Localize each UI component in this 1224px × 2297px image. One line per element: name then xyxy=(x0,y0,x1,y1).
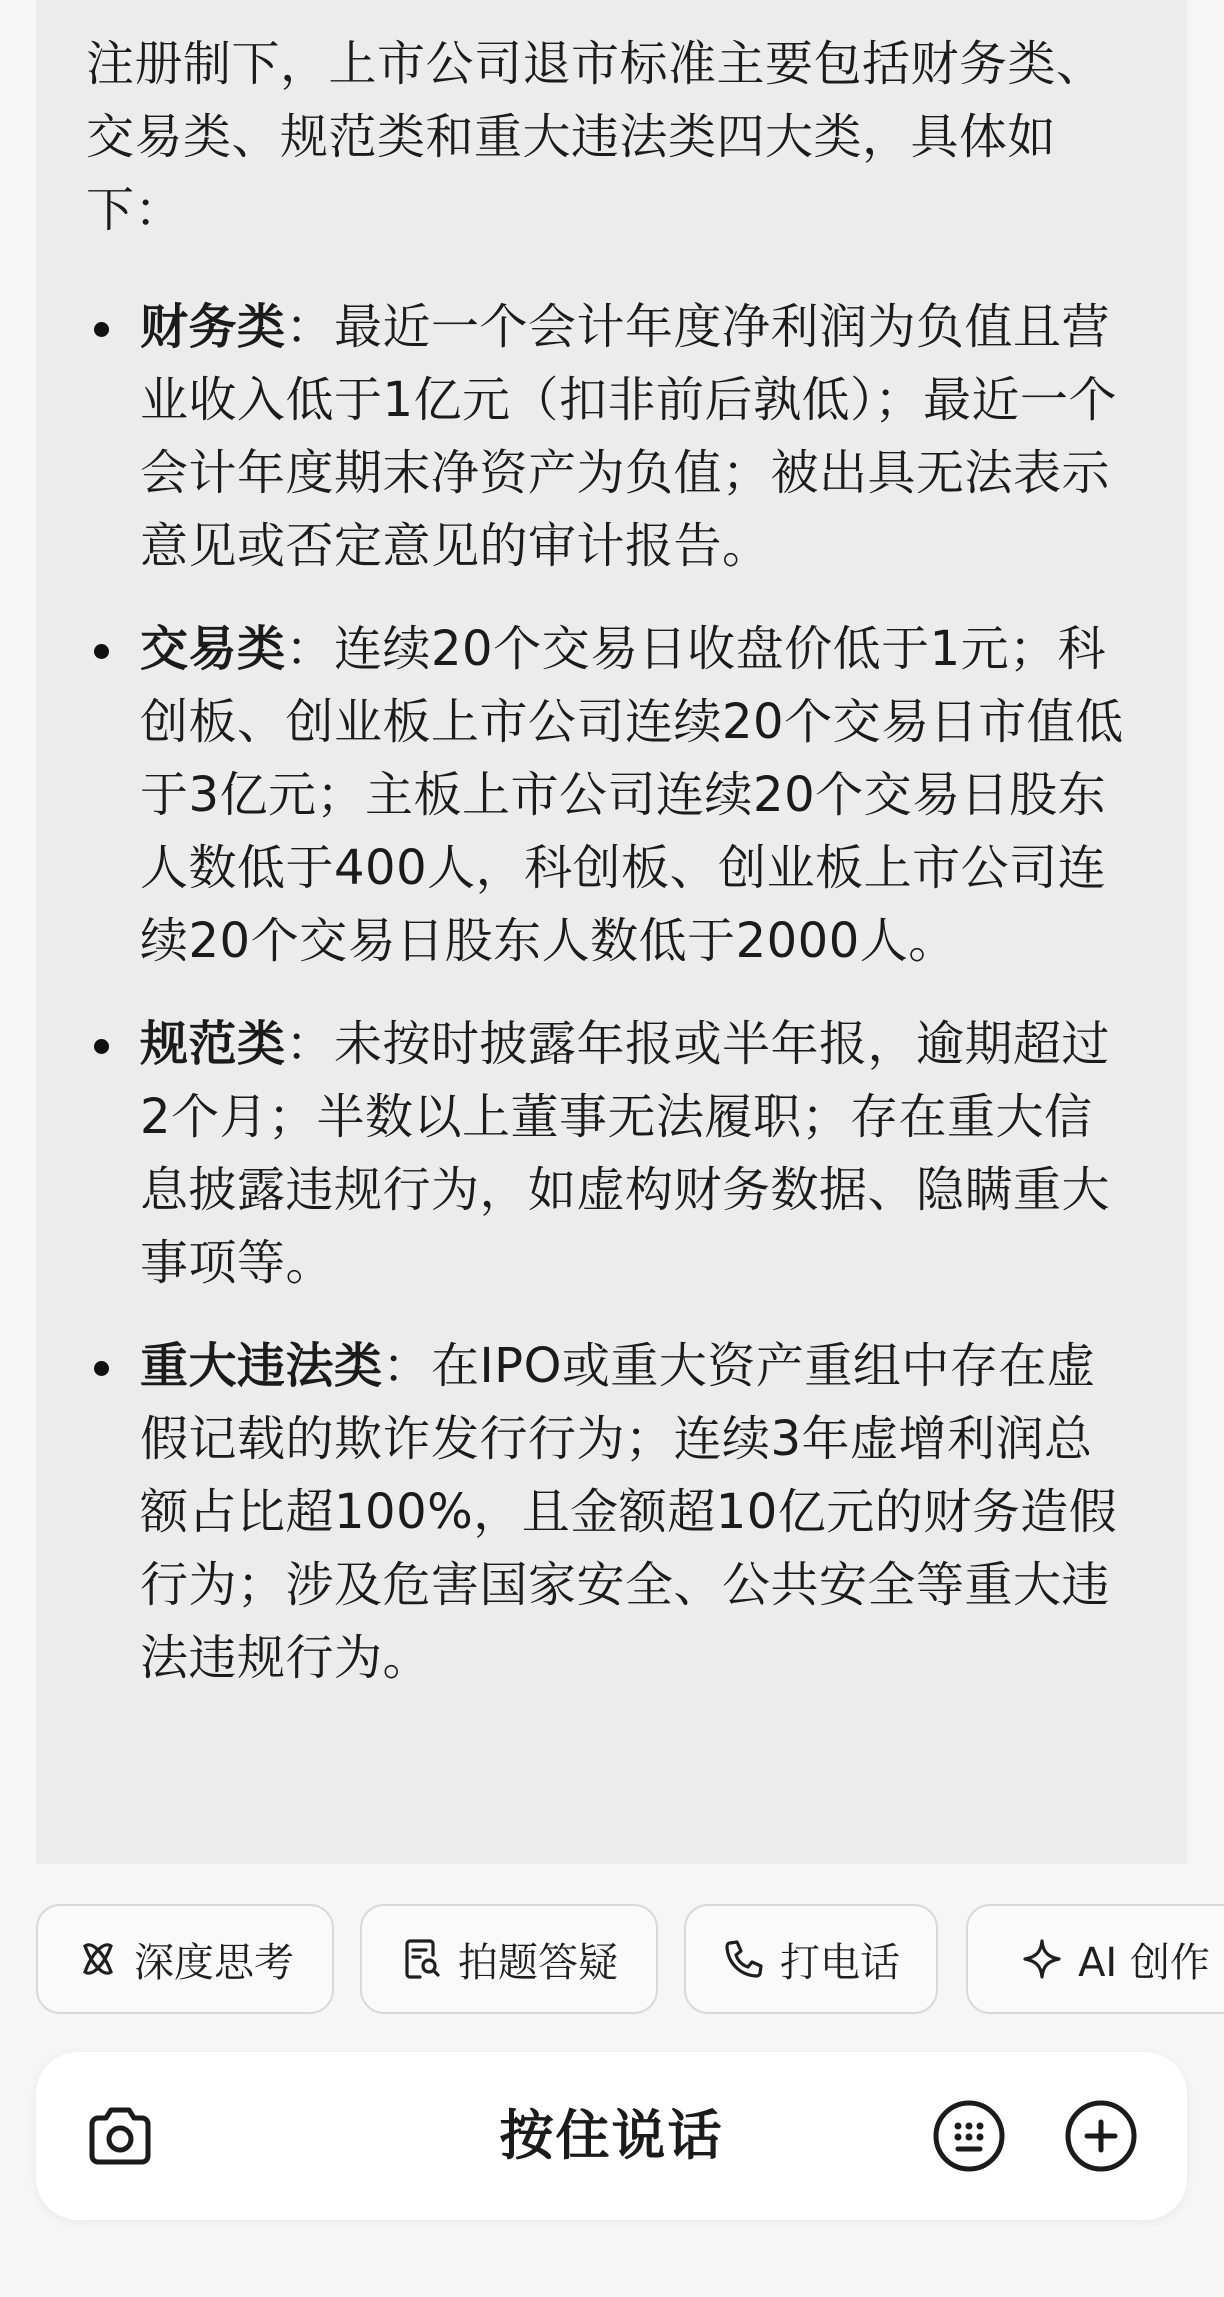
answer-intro: 注册制下，上市公司退市标准主要包括财务类、交易类、规范类和重大违法类四大类，具体如下： xyxy=(86,36,1105,238)
point-text: ：连续20个交易日收盘价低于1元；科创板、创业板上市公司连续20个交易日市值低于3亿元；主板上市公司连续20个交易日股东人数低于400人，科创板、创业板上市公司连续20个交易日股东人数低于2000人。 xyxy=(140,621,1124,969)
bullet-dot xyxy=(94,644,109,659)
point-text: ：未按时披露年报或半年报，逾期超过2个月；半数以上董事无法履职；存在重大信息披露违规行为，如虚构财务数据、隐瞒重大事项等。 xyxy=(140,1016,1111,1291)
document-search-icon xyxy=(400,1937,444,1981)
list-item xyxy=(86,1008,1139,1300)
list-item xyxy=(86,1330,1139,1695)
phone-call-button[interactable] xyxy=(684,1904,938,2014)
answer-points xyxy=(86,291,1139,1695)
bullet-dot xyxy=(94,1039,109,1054)
plus-icon[interactable] xyxy=(1063,2098,1139,2174)
photo-question-button[interactable] xyxy=(360,1904,658,2014)
point-term: 财务类 xyxy=(140,299,286,355)
list-item xyxy=(86,291,1139,583)
shortcut-chips xyxy=(36,1904,1224,2016)
point-term: 规范类 xyxy=(140,1016,286,1072)
chip-label: 拍题答疑 xyxy=(458,1939,618,1986)
answer-card xyxy=(36,0,1187,1864)
bullet-dot xyxy=(94,1361,109,1376)
camera-icon[interactable] xyxy=(82,2098,158,2174)
keyboard-icon[interactable] xyxy=(931,2098,1007,2174)
voice-input-bar xyxy=(36,2052,1187,2220)
chip-label: AI 创作 xyxy=(1078,1939,1210,1986)
point-text: ：在IPO或重大资产重组中存在虚假记载的欺诈发行行为；连续3年虚增利润总额占比超100%，且金额超10亿元的财务造假行为；涉及危害国家安全、公共安全等重大违法违规行为。 xyxy=(140,1338,1118,1686)
bullet-dot xyxy=(94,322,109,337)
sparkle-icon xyxy=(1020,1937,1064,1981)
point-text: ：最近一个会计年度净利润为负值且营业收入低于1亿元（扣非前后孰低）；最近一个会计年度期末净资产为负值；被出具无法表示意见或否定意见的审计报告。 xyxy=(140,299,1118,574)
phone-icon xyxy=(722,1937,766,1981)
ai-create-button[interactable] xyxy=(966,1904,1224,2014)
atom-icon xyxy=(76,1937,120,1981)
list-item xyxy=(86,613,1139,978)
deep-think-button[interactable] xyxy=(36,1904,334,2014)
hold-to-talk-button[interactable]: 按住说话 xyxy=(499,2104,724,2167)
point-term: 重大违法类 xyxy=(140,1338,383,1394)
point-term: 交易类 xyxy=(140,621,286,677)
chip-label: 深度思考 xyxy=(134,1939,294,1986)
chip-label: 打电话 xyxy=(780,1939,900,1986)
